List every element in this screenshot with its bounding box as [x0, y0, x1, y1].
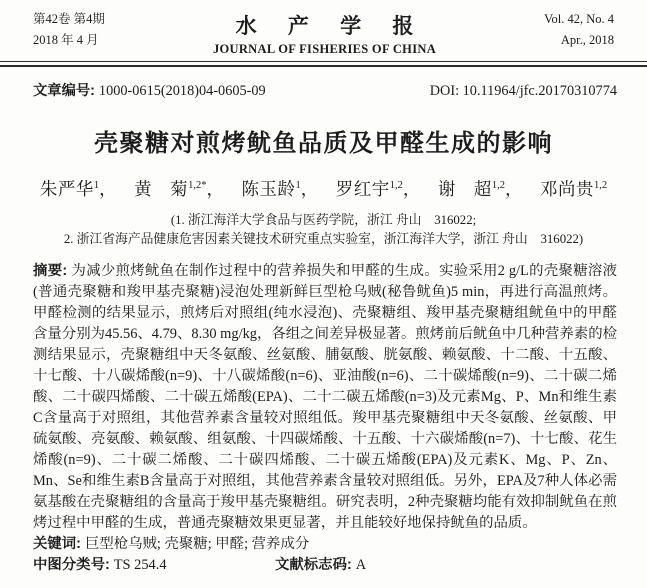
affiliation-line: 2. 浙江省海产品健康危害因素关键技术研究重点实验室，浙江海洋大学，浙江 舟山 316022) — [63, 232, 584, 246]
keywords — [33, 534, 617, 555]
author-affiliation-superscript: 1,2* — [188, 180, 207, 192]
author — [336, 179, 403, 199]
author-affiliation-superscript: 1 — [295, 180, 301, 192]
affiliation-line: (1. 浙江海洋大学食品与医药学院，浙江 舟山 316022; — [170, 213, 477, 227]
author-name: 黄 菊 — [134, 179, 189, 199]
clc-label: 中图分类号: — [33, 557, 114, 573]
journal-volume-block-en — [544, 9, 614, 51]
affiliations — [0, 211, 647, 249]
article-id-value: 1000-0615(2018)04-0605-09 — [98, 83, 266, 99]
author-separator: ， — [505, 179, 523, 199]
journal-title-block — [105, 9, 544, 57]
author-name: 陈玉龄 — [241, 179, 296, 199]
author — [438, 179, 505, 199]
journal-volume-issue-cn: 第42卷 第4期 — [33, 12, 105, 26]
author-affiliation-superscript: 1,2 — [594, 180, 608, 192]
clc-value: TS 254.4 — [113, 557, 167, 573]
author-separator: ， — [99, 179, 118, 199]
author-name: 邓尚贵 — [540, 179, 594, 199]
journal-date-en: Apr., 2018 — [560, 33, 614, 47]
author-separator: ， — [300, 179, 319, 199]
article-title: 壳聚糖对煎烤鱿鱼品质及甲醛生成的影响 — [94, 130, 553, 157]
author-name: 罗红宇 — [335, 179, 390, 199]
author — [40, 179, 99, 199]
journal-issue-block — [33, 9, 105, 51]
doi: DOI: 10.11964/jfc.20170310774 — [429, 83, 617, 99]
document-code-label: 文献标志码: — [275, 557, 356, 573]
author-affiliation-superscript: 1,2 — [491, 180, 505, 192]
author-name: 谢 超 — [437, 179, 492, 199]
abstract-text: 为减少煎烤鱿鱼在制作过程中的营养损失和甲醛的生成。实验采用2 g/L的壳聚糖溶液(普通壳聚糖和羧甲基壳聚糖)浸泡处理新鲜巨型枪乌贼(秘鲁鱿鱼)5 min，再进行高温煎烤。甲醛检测的结果显示，煎烤后对照组(纯水浸泡)、壳聚糖组、羧甲基壳聚糖组鱿鱼中的甲醛含量分别为45.56、4.79、8.30 mg/kg，各组之间差异极显著。煎烤前后鱿鱼中几种营养素的检测结果显示，壳聚糖组中天冬氨酸、丝氨酸、脯氨酸、胱氨酸、赖氨酸、十二酸、十五酸、十七酸、十八碳烯酸(n=9)、十八碳烯酸(n=6)、亚油酸(n=6)、二十碳烯酸(n=9)、二十碳二烯酸、二十碳四烯酸、二十碳五烯酸(EPA)、二十二碳五烯酸(n=3)及元素Mg、P、Mn和维生素C含量高于对照组，其他营养素含量较对照组低。羧甲基壳聚糖组中天冬氨酸、丝氨酸、甲硫氨酸、亮氨酸、赖氨酸、组氨酸、十四碳烯酸、十五酸、十六碳烯酸(n=7)、十七酸、花生烯酸(n=9)、二十碳二烯酸、二十碳四烯酸、二十碳五烯酸(EPA)及元素K、Mg、P、Zn、Mn、Se和维生素B含量高于对照组，其他营养素含量较对照组低。另外，EPA及7种人体必需氨基酸在壳聚糖组的含量高于羧甲基壳聚糖组。研究表明，2种壳聚糖均能有效抑制鱿鱼在煎烤过程中甲醛的生成，普通壳聚糖效果更显著，并且能较好地保持鱿鱼的品质。 — [33, 263, 617, 531]
author-separator: ， — [206, 179, 225, 199]
abstract — [33, 261, 617, 534]
journal-header — [0, 0, 647, 57]
author-affiliation-superscript: 1 — [93, 180, 100, 192]
article-id — [33, 81, 266, 101]
author-list — [0, 176, 647, 201]
document-code-value: A — [355, 557, 367, 573]
abstract-label: 摘要: — [33, 263, 72, 279]
header-double-rule — [0, 61, 647, 67]
keywords-label: 关键词: — [33, 536, 85, 552]
author — [540, 179, 607, 199]
meta-row — [33, 81, 617, 101]
journal-title-cn: 水 产 学 报 — [235, 14, 427, 38]
classification-row — [33, 555, 617, 576]
author-name: 朱严华 — [39, 179, 94, 199]
article-id-label: 文章编号: — [33, 83, 99, 99]
author — [242, 179, 301, 199]
author — [134, 179, 206, 199]
document-code — [275, 555, 366, 576]
keywords-text: 巨型枪乌贼; 壳聚糖; 甲醛; 营养成分 — [84, 536, 310, 552]
clc-number — [33, 555, 275, 576]
author-separator: ， — [402, 179, 421, 199]
journal-date-cn: 2018 年 4 月 — [33, 33, 99, 47]
journal-volume-issue-en: Vol. 42, No. 4 — [544, 12, 614, 26]
author-affiliation-superscript: 1,2 — [389, 180, 403, 192]
journal-title-en: JOURNAL OF FISHERIES OF CHINA — [212, 42, 437, 56]
